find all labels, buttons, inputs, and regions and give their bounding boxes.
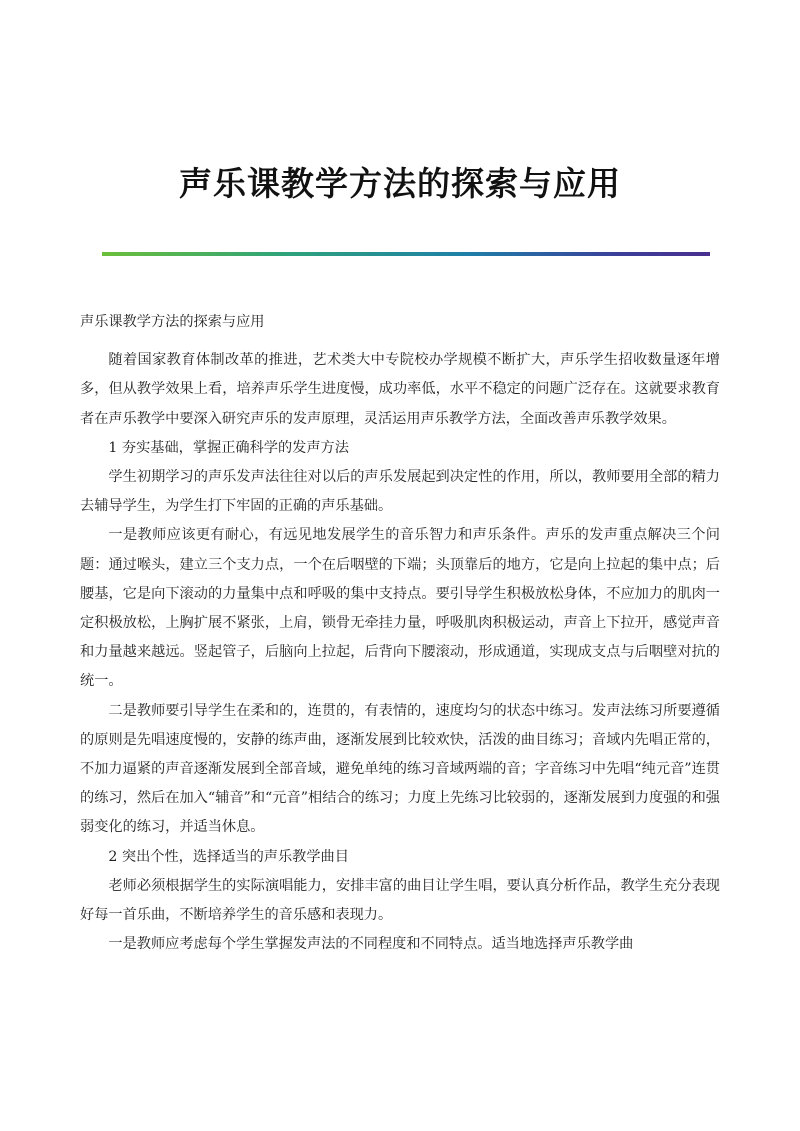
document-body <box>80 308 720 959</box>
paragraph: 一是教师应考虑每个学生掌握发声法的不同程度和不同特点。适当地选择声乐教学曲 <box>108 936 634 953</box>
title-divider <box>102 252 710 256</box>
paragraph: 一是教师应该更有耐心，有远见地发展学生的音乐智力和声乐条件。声乐的发声重点解决三个问题：通过喉头，建立三个支力点，一个在后咽壁的下端；头顶靠后的地方，它是向上拉起的集中点；后腰基，它是向下滚动的力量集中点和呼吸的集中支持点。要引导学生积极放松身体，不应加力的肌肉一定积极放松，上胸扩展不紧张，上肩，锁骨无牵挂力量，呼吸肌肉积极运动，声音上下拉开，感觉声音和力量越来越远。竖起管子，后脑向上拉起，后背向下腰滚动，形成通道，实现成支点与后咽壁对抗的统一。 <box>80 527 720 690</box>
paragraph: 随着国家教育体制改革的推进，艺术类大中专院校办学规模不断扩大，声乐学生招收数量逐年增多，但从教学效果上看，培养声乐学生进度慢，成功率低，水平不稳定的问题广泛存在。这就要求教育者在声乐教学中要深入研究声乐的发声原理，灵活运用声乐教学方法，全面改善声乐教学效果。 <box>80 352 720 427</box>
document-subtitle: 声乐课教学方法的探索与应用 <box>80 314 265 330</box>
section-heading: 2 突出个性，选择适当的声乐教学曲目 <box>108 848 349 865</box>
paragraph: 老师必须根据学生的实际演唱能力，安排丰富的曲目让学生唱，要认真分析作品，教学生充分表现好每一首乐曲，不断培养学生的音乐感和表现力。 <box>80 877 720 924</box>
document-title: 声乐课教学方法的探索与应用 <box>179 164 621 203</box>
section-heading: 1 夯实基础，掌握正确科学的发声方法 <box>108 439 349 456</box>
paragraph: 学生初期学习的声乐发声法往往对以后的声乐发展起到决定性的作用，所以，教师要用全部的精力去辅导学生，为学生打下牢固的正确的声乐基础。 <box>80 469 720 515</box>
paragraph: 二是教师要引导学生在柔和的，连贯的，有表情的，速度均匀的状态中练习。发声法练习所要遵循的原则是先唱速度慢的，安静的练声曲，逐渐发展到比较欢快，活泼的曲目练习；音域内先唱正常的，不加力逼紧的声音逐渐发展到全部音域，避免单纯的练习音域两端的音；字音练习中先唱“纯元音”连贯的练习，然后在加入“辅音”和“元音”相结合的练习；力度上先练习比较弱的，逐渐发展到力度强的和强弱变化的练习，并适当休息。 <box>80 702 720 836</box>
